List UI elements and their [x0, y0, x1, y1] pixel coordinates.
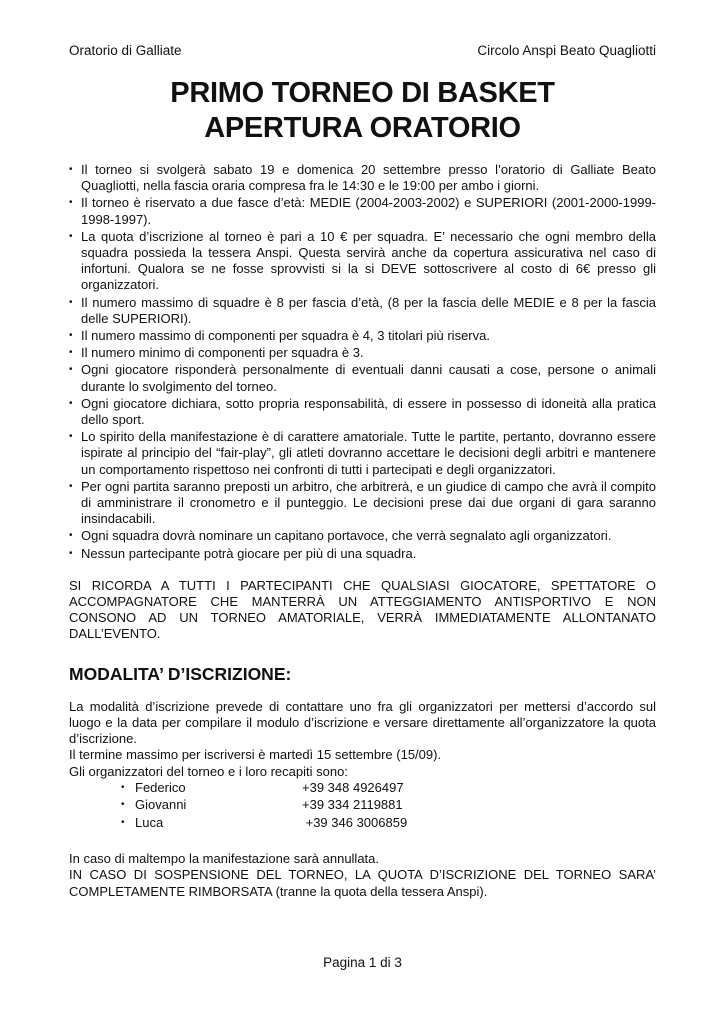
registration-intro: La modalità d’iscrizione prevede di contattare uno fra gli organizzatori per mettersi d’accordo sul luogo e la data per compilare il modulo d’iscrizione e versare direttamente all’organizzatore la quota d’iscrizione. [69, 698, 656, 747]
rule-item: • Ogni giocatore risponderà personalmente di eventuali danni causati a cose, persone o animali durante lo svolgimento del torneo. [69, 362, 656, 394]
rule-item: • Lo spirito della manifestazione è di carattere amatoriale. Tutte le partite, pertanto, dovranno essere ispirate al principio del “fair-play”, gli atleti dovranno accettare le decisioni degli arbitri e mantenere un comportamento rispettoso nei confronti di tutti i partecipati e degli organizzatori. [69, 429, 656, 478]
rule-item: • Nessun partecipante potrà giocare per più di una squadra. [69, 546, 656, 562]
contacts-intro: Gli organizzatori del torneo e i loro recapiti sono: [69, 763, 348, 779]
registration-heading: MODALITA’ D’ISCRIZIONE: [69, 663, 292, 684]
rule-item: • Il numero massimo di componenti per squadra è 4, 3 titolari più riserva. [69, 328, 656, 344]
title-line-2: APERTURA ORATORIO [204, 112, 521, 144]
registration-deadline: Il termine massimo per iscriversi è martedì 15 settembre (15/09). [69, 747, 442, 763]
contact-name: Luca [135, 814, 164, 830]
header-left: Oratorio di Galliate [69, 43, 182, 58]
page-title [0, 76, 725, 146]
contact-item [121, 797, 656, 815]
rules-list [69, 162, 656, 562]
rule-item: • La quota d’iscrizione al torneo è pari a 10 € per squadra. E’ necessario che ogni membro della squadra possieda la tessera Anspi. Questa servirà anche da copertura assicurativa nel caso di infortuni. Qualora se ne fosse sprovvisti si la si DEVE sottoscrivere al costo di 6€ presso gli organizzatori. [69, 229, 656, 294]
contact-phone: +39 334 2119881 [302, 797, 403, 813]
contact-phone: +39 346 3006859 [302, 814, 408, 830]
rule-item: • Ogni squadra dovrà nominare un capitano portavoce, che verrà segnalato agli organizzatori. [69, 528, 656, 544]
contact-name: Federico [135, 779, 186, 795]
rule-item: • Il torneo è riservato a due fasce d’età: MEDIE (2004-2003-2002) e SUPERIORI (2001-2000-1999-1998-1997). [69, 195, 656, 227]
rule-item: • Ogni giocatore dichiara, sotto propria responsabilità, di essere in possesso di idoneità alla pratica dello sport. [69, 396, 656, 428]
contact-name: Giovanni [135, 797, 187, 813]
contact-item [121, 815, 656, 833]
contact-phone: +39 348 4926497 [302, 779, 404, 795]
rule-item: • Il numero massimo di squadre è 8 per fascia d’età, (8 per la fascia delle MEDIE e 8 per la fascia delle SUPERIORI). [69, 295, 656, 327]
content-body [69, 162, 656, 900]
contacts-list [69, 780, 656, 833]
rule-item: • Il torneo si svolgerà sabato 19 e domenica 20 settembre presso l’oratorio di Galliate Beato Quagliotti, nella fascia oraria compresa fra le 14:30 e le 19:00 per ambo i giorni. [69, 162, 656, 194]
header-right: Circolo Anspi Beato Quagliotti [477, 43, 656, 58]
conduct-warning: SI RICORDA A TUTTI I PARTECIPANTI CHE QUALSIASI GIOCATORE, SPETTATORE O ACCOMPAGNATORE CHE MANTERRÀ UN ATTEGGIAMENTO ANTISPORTIVO E NON CONSONO AD UN TORNEO AMATORIALE, VERRÀ IMMEDIATAMENTE ALLONTANATO DALL’EVENTO. [69, 577, 656, 642]
weather-note: In caso di maltempo la manifestazione sarà annullata. [69, 851, 380, 867]
contact-item [121, 780, 656, 798]
title-line-1: PRIMO TORNEO DI BASKET [170, 77, 555, 109]
rule-item: • Per ogni partita saranno preposti un arbitro, che arbitrerà, e un giudice di campo che avrà il compito di amministrare il cronometro e il punteggio. Le decisioni prese dai due organi di gara saranno insindacabili. [69, 479, 656, 528]
rule-item: • Il numero minimo di componenti per squadra è 3. [69, 345, 656, 361]
page-number: Pagina 1 di 3 [323, 955, 402, 970]
refund-note: IN CASO DI SOSPENSIONE DEL TORNEO, LA QUOTA D’ISCRIZIONE DEL TORNEO SARA’ COMPLETAMENTE RIMBORSATA (tranne la quota della tessera Anspi). [69, 867, 656, 899]
